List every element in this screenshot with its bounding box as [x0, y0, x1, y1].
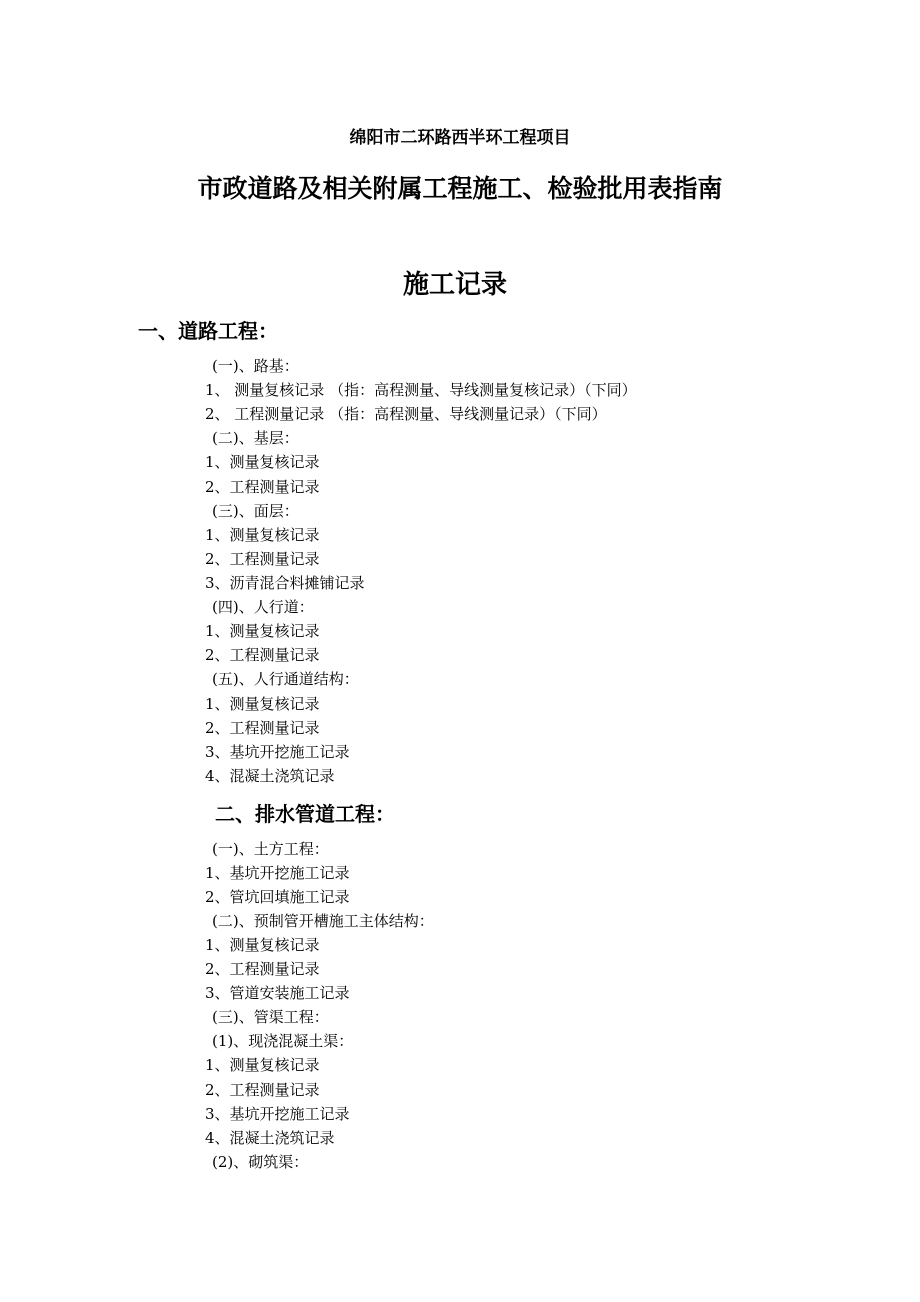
part1-line-14: (五)、人行通道结构：	[212, 670, 359, 688]
part1-heading: 一、道路工程：	[138, 319, 278, 343]
part2-line-9: (1)、现浇混凝土渠：	[212, 1032, 354, 1050]
part1-line-12: 1、测量复核记录	[205, 622, 320, 640]
part2-line-1: (一)、土方工程：	[212, 840, 329, 858]
document-title: 市政道路及相关附属工程施工、检验批用表指南	[197, 174, 723, 203]
part1-line-18: 4、混凝土浇筑记录	[205, 767, 335, 785]
part1-line-15: 1、测量复核记录	[205, 695, 320, 713]
part1-line-4: (二)、基层：	[212, 429, 299, 447]
part2-line-10: 1、测量复核记录	[205, 1056, 320, 1074]
part2-line-11: 2、工程测量记录	[205, 1081, 320, 1099]
part1-line-16: 2、工程测量记录	[205, 719, 320, 737]
part2-line-5: 1、测量复核记录	[205, 936, 320, 954]
part1-line-1: (一)、路基：	[212, 357, 299, 375]
part1-line-9: 2、工程测量记录	[205, 550, 320, 568]
section-title: 施工记录	[402, 270, 507, 300]
part1-line-5: 1、测量复核记录	[205, 453, 320, 471]
part1-line-6: 2、工程测量记录	[205, 478, 320, 496]
part2-line-14: (2)、砌筑渠：	[212, 1153, 309, 1171]
document-subtitle: 绵阳市二环路西半环工程项目	[349, 128, 571, 148]
part2-line-8: (三)、管渠工程：	[212, 1008, 329, 1026]
part2-line-7: 3、管道安装施工记录	[205, 984, 350, 1002]
part2-line-2: 1、基坑开挖施工记录	[205, 864, 350, 882]
part1-line-3: 2、 工程测量记录 （指：高程测量、导线测量记录）（下同）	[205, 405, 607, 423]
part2-line-13: 4、混凝土浇筑记录	[205, 1129, 335, 1147]
part1-line-13: 2、工程测量记录	[205, 646, 320, 664]
part2-line-6: 2、工程测量记录	[205, 960, 320, 978]
part1-line-7: (三)、面层：	[212, 502, 299, 520]
part1-line-11: (四)、人行道：	[212, 598, 314, 616]
part1-line-2: 1、 测量复核记录 （指：高程测量、导线测量复核记录）（下同）	[205, 381, 637, 399]
part1-line-8: 1、测量复核记录	[205, 526, 320, 544]
part2-line-4: (二)、预制管开槽施工主体结构：	[212, 912, 434, 930]
part2-line-3: 2、管坑回填施工记录	[205, 888, 350, 906]
part2-line-12: 3、基坑开挖施工记录	[205, 1105, 350, 1123]
part1-line-10: 3、沥青混合料摊铺记录	[205, 574, 365, 592]
part2-heading: 二、排水管道工程：	[215, 802, 395, 826]
part1-line-17: 3、基坑开挖施工记录	[205, 743, 350, 761]
